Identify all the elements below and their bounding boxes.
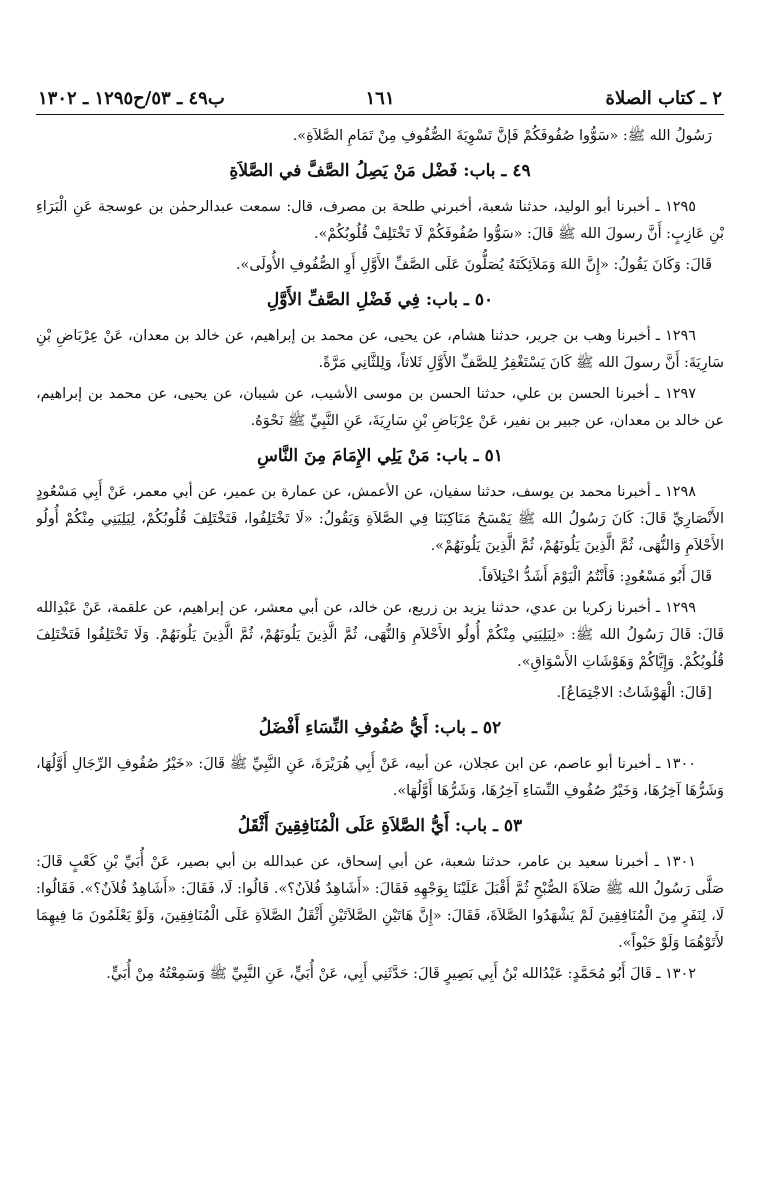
chapter-heading-51: ٥١ ـ باب: مَنْ يَلِي الإِمَامَ مِنَ النَّاسِ	[257, 446, 503, 466]
page-number: ١٦١	[365, 88, 395, 109]
chapter-heading-52: ٥٢ ـ باب: أَيُّ صُفُوفِ النِّسَاءِ أَفْضَلُ	[258, 718, 502, 738]
book-page	[36, 80, 724, 1170]
hadith-1297: ١٢٩٧ ـ أخبرنا الحسن بن علي، حدثنا الحسن بن موسى الأشيب، عن شيبان، عن يحيى، عن محمد بن إبراهيم، عن خالد بن معدان، عن جبير بن نفير، عَنْ عِرْبَاضِ بْنِ سَارِيَةَ، عَنِ النَّبِيِّ ﷺ نَحْوَهُ.	[36, 386, 724, 429]
chapter-title: ٢ ـ كتاب الصلاة	[605, 88, 722, 109]
hadith-1302: ١٣٠٢ ـ قَالَ أَبُو مُحَمَّدٍ: عَبْدُالله بْنُ أَبِي بَصِيرٍ قَالَ: حَدَّثَنِي أَبِي، عَنْ أُبَيٍّ، عَنِ النَّبِيِّ ﷺ وَسَمِعْتُهُ مِنْ أُبَيٍّ.	[106, 966, 696, 982]
hadith-1298: ١٢٩٨ ـ أخبرنا محمد بن يوسف، حدثنا سفيان، عن الأعمش، عن عمارة بن عمير، عن أبي معمر، عَنْ أَبِي مَسْعُودٍ الأَنْصَارِيِّ قَالَ: كَانَ رَسُولُ الله ﷺ يَمْسَحُ مَنَاكِبَنَا فِي الصَّلاَةِ وَيَقُولُ: «لَا تَخْتَلِفُوا، فَتَخْتَلِفَ قُلُوبُكُمْ، لِيَلِيَنِي مِنْكُمْ أُولُو الأَحْلاَمِ وَالنُّهَى، ثُمَّ الَّذِينَ يَلُونَهُمْ، ثُمَّ الَّذِينَ يَلُونَهُمْ».	[36, 484, 724, 554]
chapter-heading-50: ٥٠ ـ باب: فِي فَضْلِ الصَّفِّ الأَوَّلِ	[266, 290, 494, 310]
chapter-heading-53: ٥٣ ـ باب: أَيُّ الصَّلاَةِ عَلَى الْمُنَافِقِينَ أَثْقَلُ	[237, 816, 523, 836]
running-header	[36, 80, 724, 115]
hadith-1301: ١٣٠١ ـ أخبرنا سعيد بن عامر، حدثنا شعبة، عن أبي إسحاق، عن عبدالله بن أبي بصير، عَنْ أُبَيِّ بْنِ كَعْبٍ قَالَ: صَلَّى رَسُولُ الله ﷺ صَلاَةَ الصُّبْحِ ثُمَّ أَقْبَلَ عَلَيْنَا بِوَجْهِهِ فَقَالَ: «أَشَاهِدٌ فُلاَنٌ؟». قَالُوا: لَا، فَقَالَ: «أَشَاهِدٌ فُلاَنٌ؟». فَقَالُوا: لَا، لِنَفَرٍ مِنَ الْمُنَافِقِينَ لَمْ يَشْهَدُوا الصَّلاَةَ، فَقَالَ: «إِنَّ هَاتَيْنِ الصَّلاَتَيْنِ أَثْقَلُ الصَّلاَةِ عَلَى الْمُنَافِقِينَ، وَلَوْ يَعْلَمُونَ مَا فِيهِمَا لأَتَوْهُمَا وَلَوْ حَبْواً».	[36, 854, 724, 951]
hadith-1299-note: [قَالَ: الْهَوْشَاتُ: الاجْتِمَاعُ].	[556, 685, 712, 701]
hadith-1300: ١٣٠٠ ـ أخبرنا أبو عاصم، عن ابن عجلان، عن أبيه، عَنْ أَبِي هُرَيْرَةَ، عَنِ النَّبِيِّ ﷺ قَالَ: «خَيْرُ صُفُوفِ الرِّجَالِ أَوَّلُهَا، وَشَرُّهَا آخِرُهَا، وَخَيْرُ صُفُوفِ النِّسَاءِ آخِرُهَا، وَشَرُّهَا أَوَّلُهَا».	[36, 756, 724, 799]
hadith-1298-continuation: قَالَ أَبُو مَسْعُودٍ: فَأَنْتُمُ الْيَوْمَ أَشَدُّ اخْتِلاَفاً.	[477, 569, 712, 585]
hadith-1296: ١٢٩٦ ـ أخبرنا وهب بن جرير، حدثنا هشام، عن يحيى، عن محمد بن إبراهيم، عن خالد بن معدان، عَنْ عِرْبَاضِ بْنِ سَارِيَةَ: أَنَّ رسولَ الله ﷺ كَانَ يَسْتَغْفِرُ لِلصَّفِّ الأَوَّلِ ثَلاثاً، وَلِلثَّانِي مَرَّةً.	[36, 328, 724, 371]
chapter-range: ب٤٩ ـ ٥٣/ح١٢٩٥ ـ ١٣٠٢	[38, 88, 225, 109]
hadith-1295: ١٢٩٥ ـ أخبرنا أبو الوليد، حدثنا شعبة، أخبرني طلحة بن مصرف، قال: سمعت عبدالرحمٰن بن عوسجة عَنِ الْبَرَاءِ بْنِ عَازِبٍ: أَنَّ رسولَ الله ﷺ قَالَ: «سَوُّوا صُفُوفَكُمْ لَا تَخْتَلِفْ قُلُوبُكُمْ».	[36, 199, 724, 242]
hadith-1294-end: رَسُولُ الله ﷺ: «سَوُّوا صُفُوفَكُمْ فَإنَّ تَسْوِيَةَ الصُّفُوفِ مِنْ تَمَامِ الصَّلاَةِ».	[292, 128, 712, 144]
hadith-1299: ١٢٩٩ ـ أخبرنا زكريا بن عدي، حدثنا يزيد بن زريع، عن خالد، عن أبي معشر، عن إبراهيم، عن علقمة، عَنْ عَبْدِالله قَالَ: قَالَ رَسُولُ الله ﷺ: «لِيَلِيَنِي مِنْكُمْ أُولُو الأَحْلاَمِ وَالنُّهَى، ثُمَّ الَّذِينَ يَلُونَهُمْ، ثُمَّ الَّذِينَ يَلُونَهُمْ. وَلَا تَخْتَلِفُوا فَتَخْتَلِفَ قُلُوبُكُمْ. وَإِيَّاكُمْ وَهَوْشَاتِ الأَسْوَاقِ».	[36, 600, 724, 670]
page-body	[36, 115, 724, 988]
chapter-heading-49: ٤٩ ـ باب: فَضْل مَنْ يَصِلُ الصَّفَّ في الصَّلاَةِ	[229, 161, 531, 181]
hadith-1295-continuation: قَالَ: وَكَانَ يَقُولُ: «إِنَّ اللهَ وَمَلاَئِكَتَهُ يُصَلُّونَ عَلَى الصَّفِّ الأَوَّلِ أَوِ الصُّفُوفِ الأُولَى».	[235, 257, 712, 273]
